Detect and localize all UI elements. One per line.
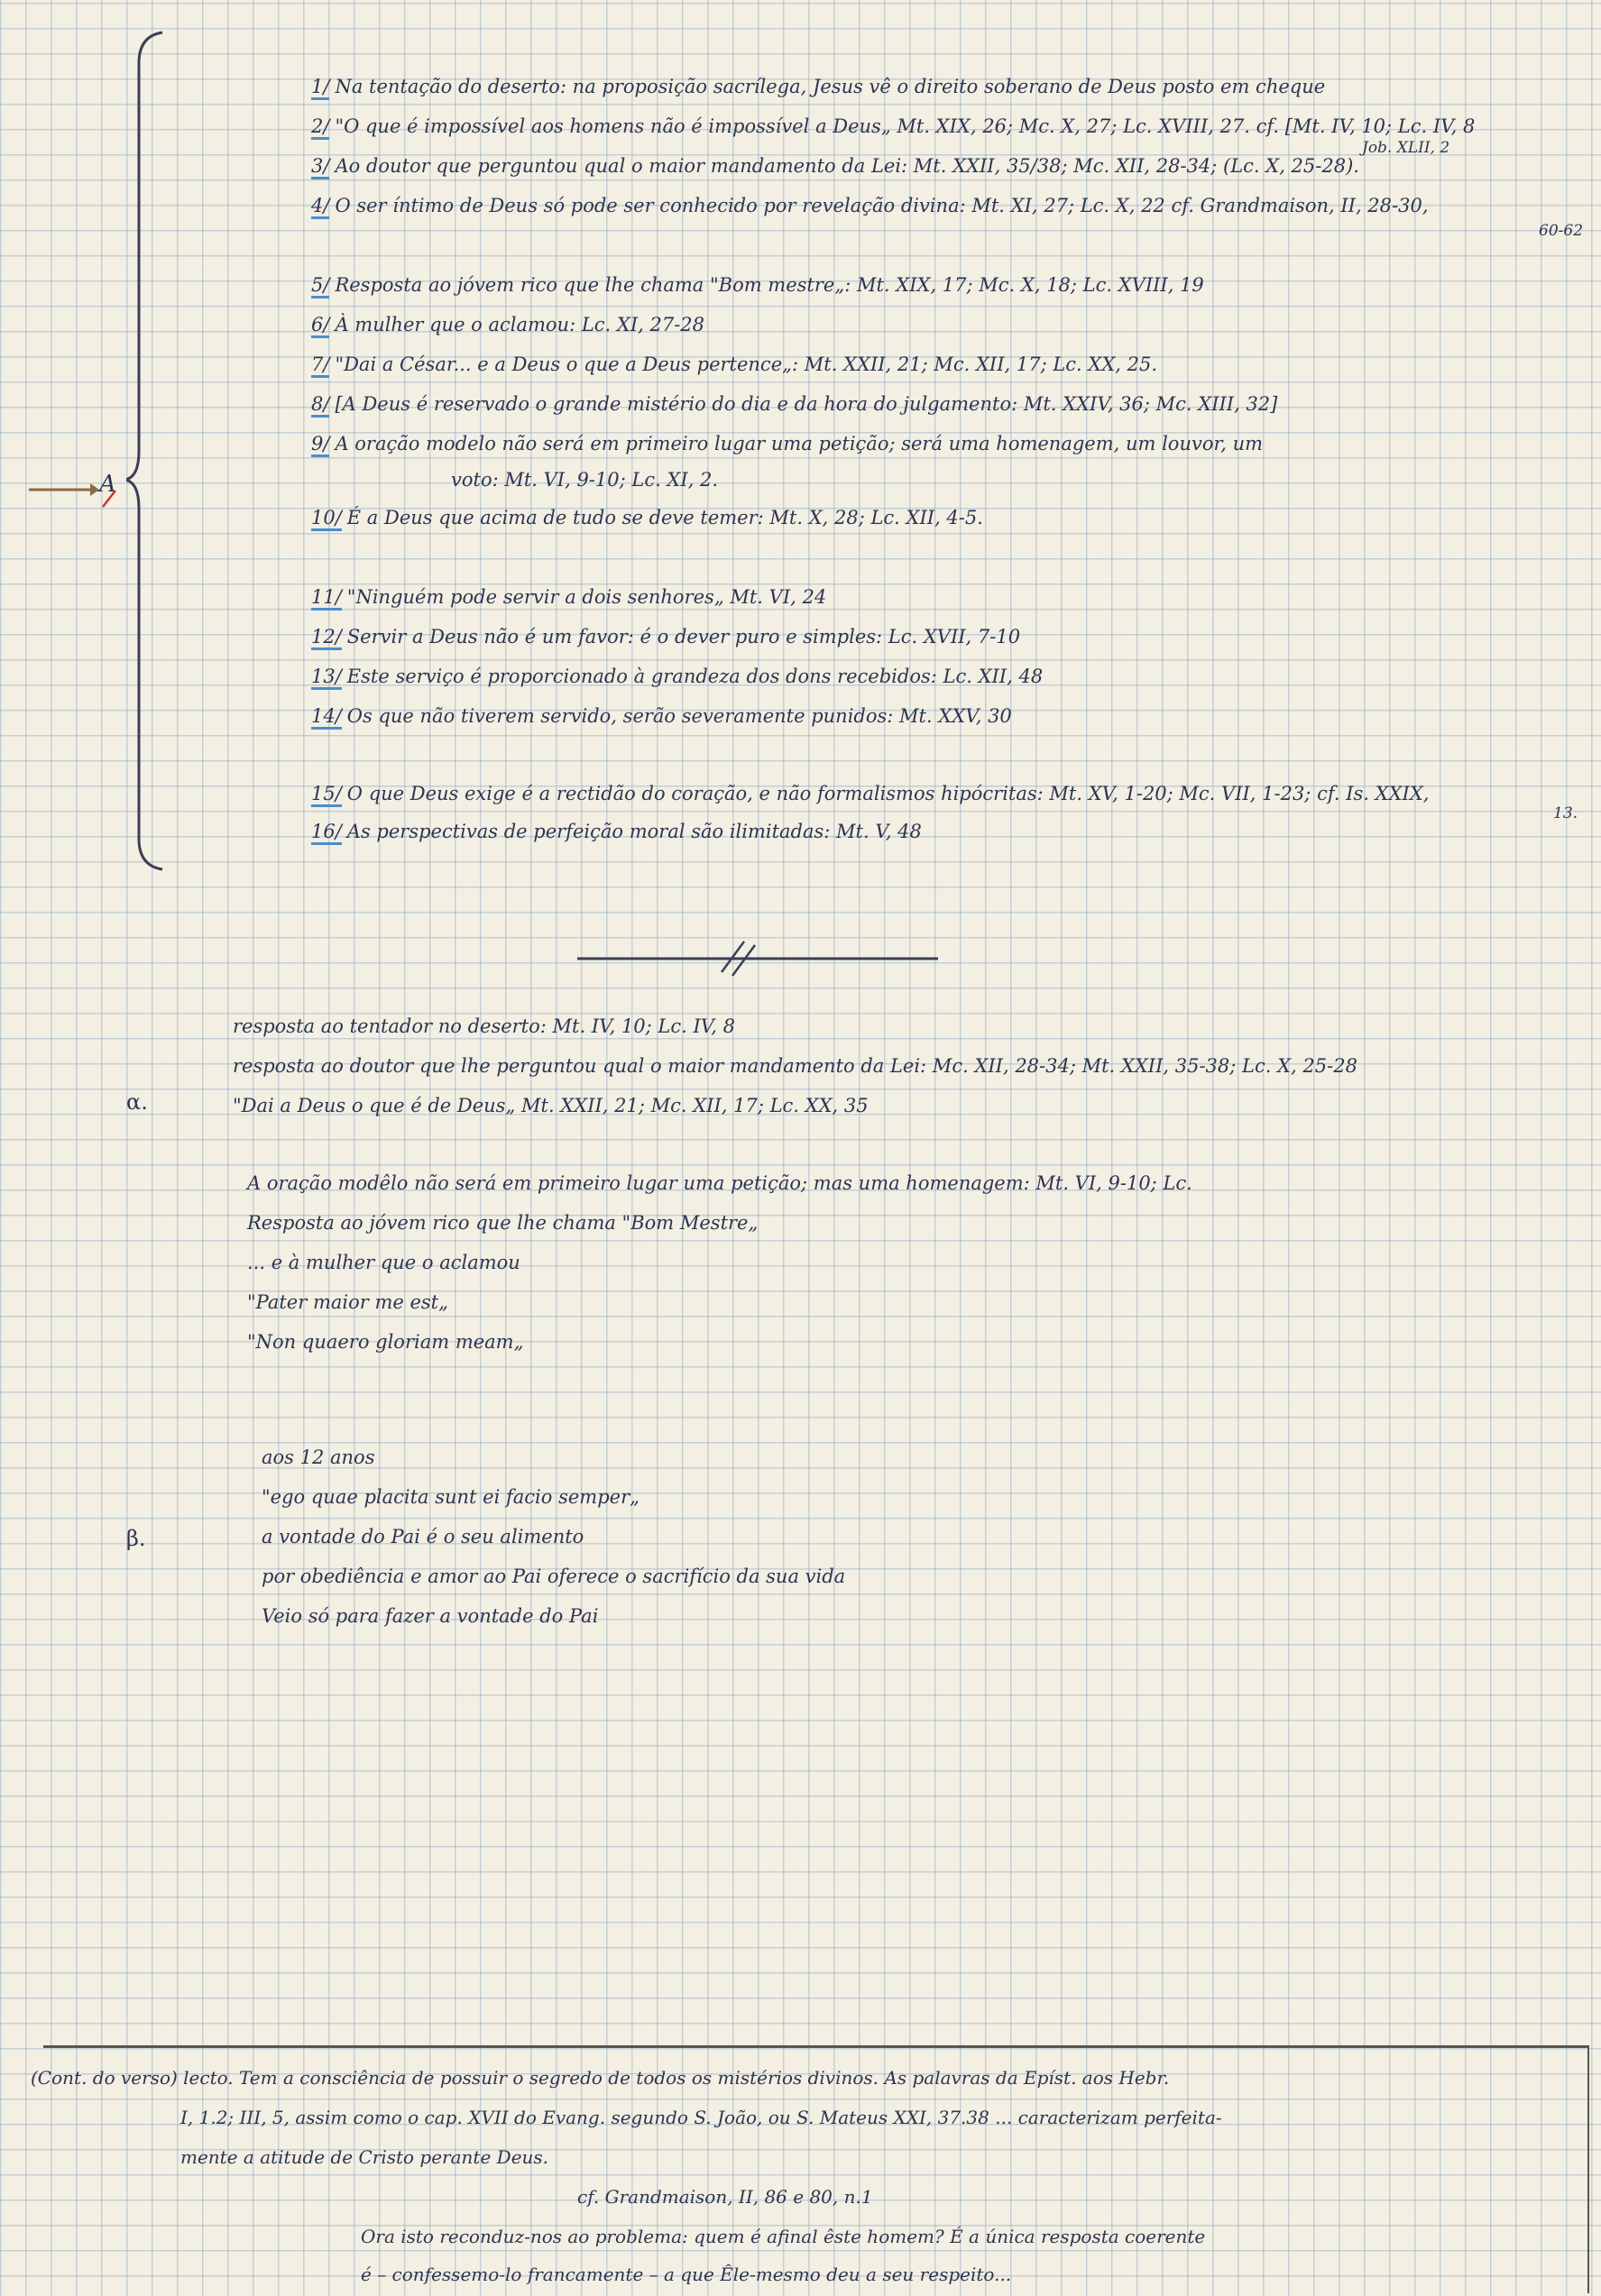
section-a-bracket	[126, 27, 180, 875]
list-item: "Pater maior me est„	[247, 1291, 448, 1313]
item-text: Este serviço é proporcionado à grandeza dos dons recebidos: Lc. XII, 48	[346, 666, 1044, 687]
list-item: resposta ao tentador no deserto: Mt. IV, 10; Lc. IV, 8	[233, 1015, 735, 1037]
list-item	[311, 624, 1020, 649]
list-item: ... e à mulher que o aclamou	[247, 1252, 520, 1273]
item-number: 1/	[311, 76, 329, 100]
item-number: 3/	[311, 155, 329, 179]
section-divider	[568, 929, 947, 983]
list-item	[311, 781, 1429, 806]
list-item	[311, 391, 1277, 417]
list-item	[311, 819, 922, 844]
pages-annotation: 60-62	[1539, 222, 1584, 240]
item-text: À mulher que o aclamou: Lc. XI, 27-28	[335, 314, 705, 335]
section-beta-label: β.	[126, 1526, 146, 1551]
item-number: 4/	[311, 195, 329, 219]
list-item: por obediência e amor ao Pai oferece o sacrifício da sua vida	[262, 1566, 846, 1587]
list-item: resposta ao doutor que lhe perguntou qual o maior mandamento da Lei: Mc. XII, 28-34; Mt. XXII, 35-38; Lc. X, 25-28	[233, 1055, 1357, 1077]
item-text: Ao doutor que perguntou qual o maior mandamento da Lei: Mt. XXII, 35/38; Mc. XII, 28-34; (Lc. X, 25-28).	[335, 155, 1359, 177]
footer-line: mente a atitude de Cristo perante Deus.	[180, 2146, 549, 2168]
verse-annotation: 13.	[1553, 804, 1578, 822]
list-item: "Dai a Deus o que é de Deus„ Mt. XXII, 21; Mc. XII, 17; Lc. XX, 35	[233, 1095, 869, 1116]
item-text: Os que não tiverem servido, serão severamente punidos: Mt. XXV, 30	[346, 705, 1012, 727]
item-number: 12/	[311, 626, 342, 650]
list-item	[311, 193, 1429, 218]
item-text: "O que é impossível aos homens não é impossível a Deus„ Mt. XIX, 26; Mc. X, 27; Lc. XVIII, 27. cf. [Mt. IV, 10; Lc. IV, 8	[335, 115, 1476, 137]
list-item: aos 12 anos	[262, 1446, 375, 1468]
item-text: O ser íntimo de Deus só pode ser conhecido por revelação divina: Mt. XI, 27; Lc. X, 22 cf. Grandmaison, II, 28-30,	[335, 195, 1429, 216]
marker-underline	[101, 487, 128, 514]
item-number: 10/	[311, 507, 342, 531]
list-item	[311, 505, 983, 530]
arrow-icon	[27, 476, 99, 503]
item-number: 13/	[311, 666, 342, 690]
section-a-marker: A	[99, 471, 116, 498]
list-item	[311, 74, 1325, 99]
item-number: 16/	[311, 821, 342, 845]
item-text: voto: Mt. VI, 9-10; Lc. XI, 2.	[451, 469, 719, 491]
footer-line: é – confessemo-lo francamente – a que Êle-mesmo deu a seu respeito...	[361, 2264, 1012, 2285]
item-number: 2/	[311, 115, 329, 140]
footer-line: (Cont. do verso) lecto. Tem a consciência de possuir o segredo de todos os mistérios divinos. As palavras da Epíst. aos Hebr.	[31, 2067, 1170, 2089]
list-item	[311, 352, 1157, 377]
item-text: Na tentação do deserto: na proposição sacrílega, Jesus vê o direito soberano de Deus posto em cheque	[335, 76, 1326, 97]
section-alpha-label: α.	[126, 1089, 148, 1115]
item-number: 11/	[311, 586, 342, 611]
footer-line: I, 1.2; III, 5, assim como o cap. XVII do Evang. segundo S. João, ou S. Mateus XXI, 37.38 ... caracterizam perfeita-	[180, 2107, 1222, 2128]
item-number: 7/	[311, 354, 329, 378]
list-item	[311, 153, 1359, 179]
item-text: As perspectivas de perfeição moral são ilimitadas: Mt. V, 48	[346, 821, 922, 842]
item-number: 14/	[311, 705, 342, 730]
list-item	[311, 584, 826, 610]
item-text: Resposta ao jóvem rico que lhe chama "Bom mestre„: Mt. XIX, 17; Mc. X, 18; Lc. XVIII, 19	[335, 274, 1204, 296]
list-item	[311, 431, 1263, 456]
item-text: "Ninguém pode servir a dois senhores„ Mt. VI, 24	[346, 586, 827, 608]
list-item-continuation	[451, 467, 718, 492]
list-item	[311, 114, 1475, 139]
list-item: a vontade do Pai é o seu alimento	[262, 1526, 584, 1548]
list-item	[311, 272, 1204, 298]
job-annotation: Job. XLII, 2	[1362, 139, 1450, 157]
list-item	[311, 664, 1043, 689]
item-text: Servir a Deus não é um favor: é o dever puro e simples: Lc. XVII, 7-10	[346, 626, 1021, 647]
list-item	[311, 312, 704, 337]
item-number: 8/	[311, 393, 329, 418]
list-item: Veio só para fazer a vontade do Pai	[262, 1605, 599, 1627]
item-text: O que Deus exige é a rectidão do coração, e não formalismos hipócritas: Mt. XV, 1-20; Mc. VII, 1-23; cf. Is. XXIX,	[346, 783, 1430, 804]
item-text: [A Deus é reservado o grande mistério do dia e da hora do julgamento: Mt. XXIV, 36; Mc. XIII, 32]	[335, 393, 1278, 415]
list-item: Resposta ao jóvem rico que lhe chama "Bom Mestre„	[247, 1212, 759, 1234]
item-text: É a Deus que acima de tudo se deve temer: Mt. X, 28; Lc. XII, 4-5.	[346, 507, 983, 528]
item-text: "Dai a César... e a Deus o que a Deus pertence„: Mt. XXII, 21; Mc. XII, 17; Lc. XX, 25.	[335, 354, 1158, 375]
item-number: 6/	[311, 314, 329, 338]
item-number: 5/	[311, 274, 329, 298]
list-item: "Non quaero gloriam meam„	[247, 1331, 524, 1353]
list-item	[311, 703, 1012, 729]
list-item: A oração modêlo não será em primeiro lugar uma petição; mas uma homenagem: Mt. VI, 9-10; Lc.	[247, 1172, 1192, 1194]
item-text: A oração modelo não será em primeiro lugar uma petição; será uma homenagem, um louvor, um	[335, 433, 1264, 455]
item-number: 15/	[311, 783, 342, 807]
footer-line: Ora isto reconduz-nos ao problema: quem é afinal êste homem? É a única resposta coerente	[361, 2226, 1206, 2247]
item-number: 9/	[311, 433, 329, 457]
list-item: "ego quae placita sunt ei facio semper„	[262, 1486, 639, 1508]
footer-citation: cf. Grandmaison, II, 86 e 80, n.1	[577, 2186, 873, 2208]
